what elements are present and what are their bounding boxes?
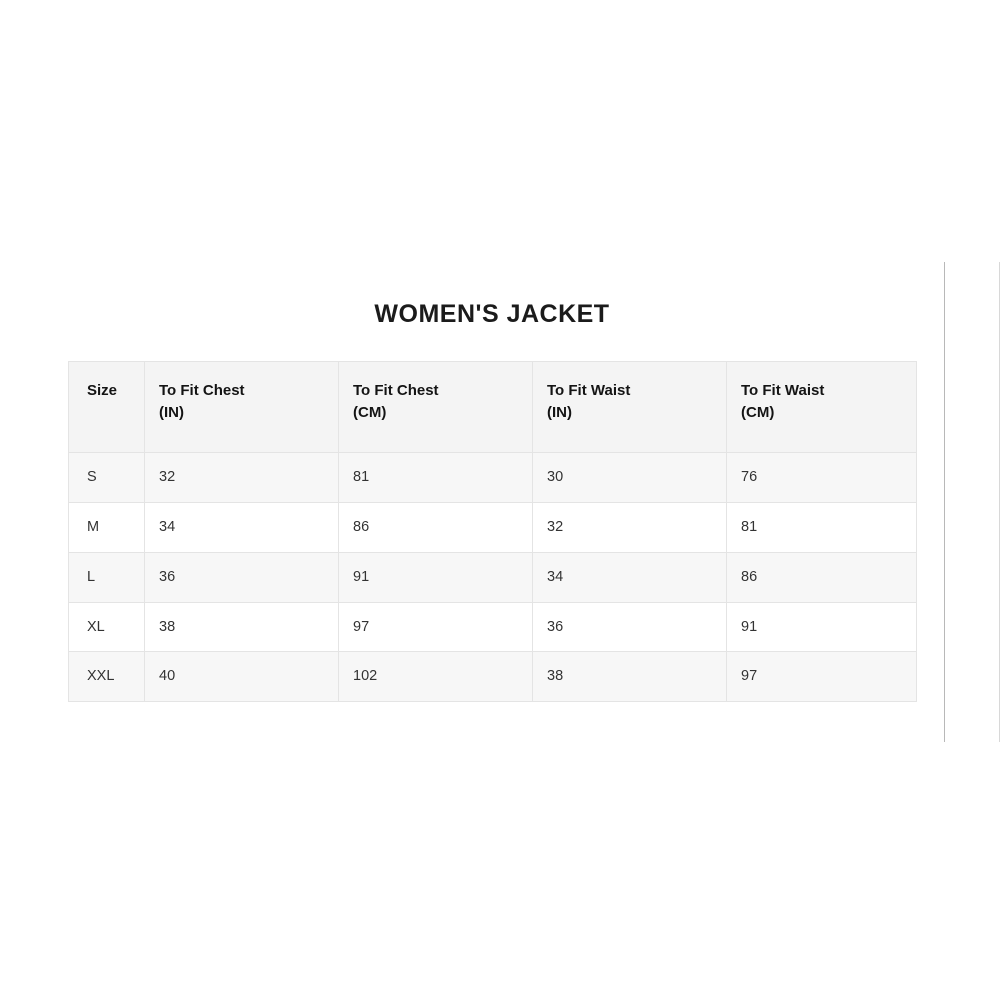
cell-waist-cm: 97	[727, 652, 917, 702]
cell-chest-in: 36	[145, 552, 339, 602]
table-header	[69, 362, 917, 453]
cell-chest-cm: 81	[339, 453, 533, 503]
column-header-chest-in-label: To Fit Chest	[159, 382, 245, 399]
cell-chest-in: 40	[145, 652, 339, 702]
page-edge-rule	[944, 262, 945, 742]
cell-chest-cm: 97	[339, 602, 533, 652]
cell-waist-in: 32	[533, 502, 727, 552]
cell-size: L	[69, 552, 145, 602]
cell-size: XL	[69, 602, 145, 652]
cell-waist-cm: 91	[727, 602, 917, 652]
size-chart-table	[68, 361, 917, 702]
table-row	[69, 502, 917, 552]
column-header-waist-in-label: To Fit Waist	[547, 382, 631, 399]
cell-size: S	[69, 453, 145, 503]
table-header-row	[69, 362, 917, 453]
column-header-chest-cm-label: To Fit Chest	[353, 382, 439, 399]
cell-size: XXL	[69, 652, 145, 702]
cell-chest-in: 32	[145, 453, 339, 503]
table-row	[69, 453, 917, 503]
column-header-waist-in-unit: (IN)	[547, 403, 572, 421]
column-header-waist-cm-label: To Fit Waist	[741, 382, 825, 399]
cell-waist-in: 34	[533, 552, 727, 602]
page-title: WOMEN'S JACKET	[374, 300, 610, 328]
column-header-chest-cm	[339, 362, 533, 453]
size-chart-sheet	[68, 300, 916, 702]
column-header-waist-in	[533, 362, 727, 453]
table-body	[69, 453, 917, 702]
column-header-chest-in	[145, 362, 339, 453]
cell-size: M	[69, 502, 145, 552]
column-header-waist-cm-unit: (CM)	[741, 403, 775, 421]
column-header-chest-cm-unit: (CM)	[353, 403, 387, 421]
cell-waist-cm: 76	[727, 453, 917, 503]
table-row	[69, 602, 917, 652]
column-header-size	[69, 362, 145, 453]
table-row	[69, 652, 917, 702]
cell-chest-cm: 86	[339, 502, 533, 552]
cell-waist-cm: 86	[727, 552, 917, 602]
cell-chest-in: 38	[145, 602, 339, 652]
column-header-size-label: Size	[87, 382, 118, 399]
cell-chest-in: 34	[145, 502, 339, 552]
column-header-chest-in-unit: (IN)	[159, 403, 184, 421]
cell-waist-in: 36	[533, 602, 727, 652]
table-row	[69, 552, 917, 602]
cell-chest-cm: 91	[339, 552, 533, 602]
cell-waist-in: 38	[533, 652, 727, 702]
cell-waist-cm: 81	[727, 502, 917, 552]
cell-waist-in: 30	[533, 453, 727, 503]
cell-chest-cm: 102	[339, 652, 533, 702]
column-header-waist-cm	[727, 362, 917, 453]
